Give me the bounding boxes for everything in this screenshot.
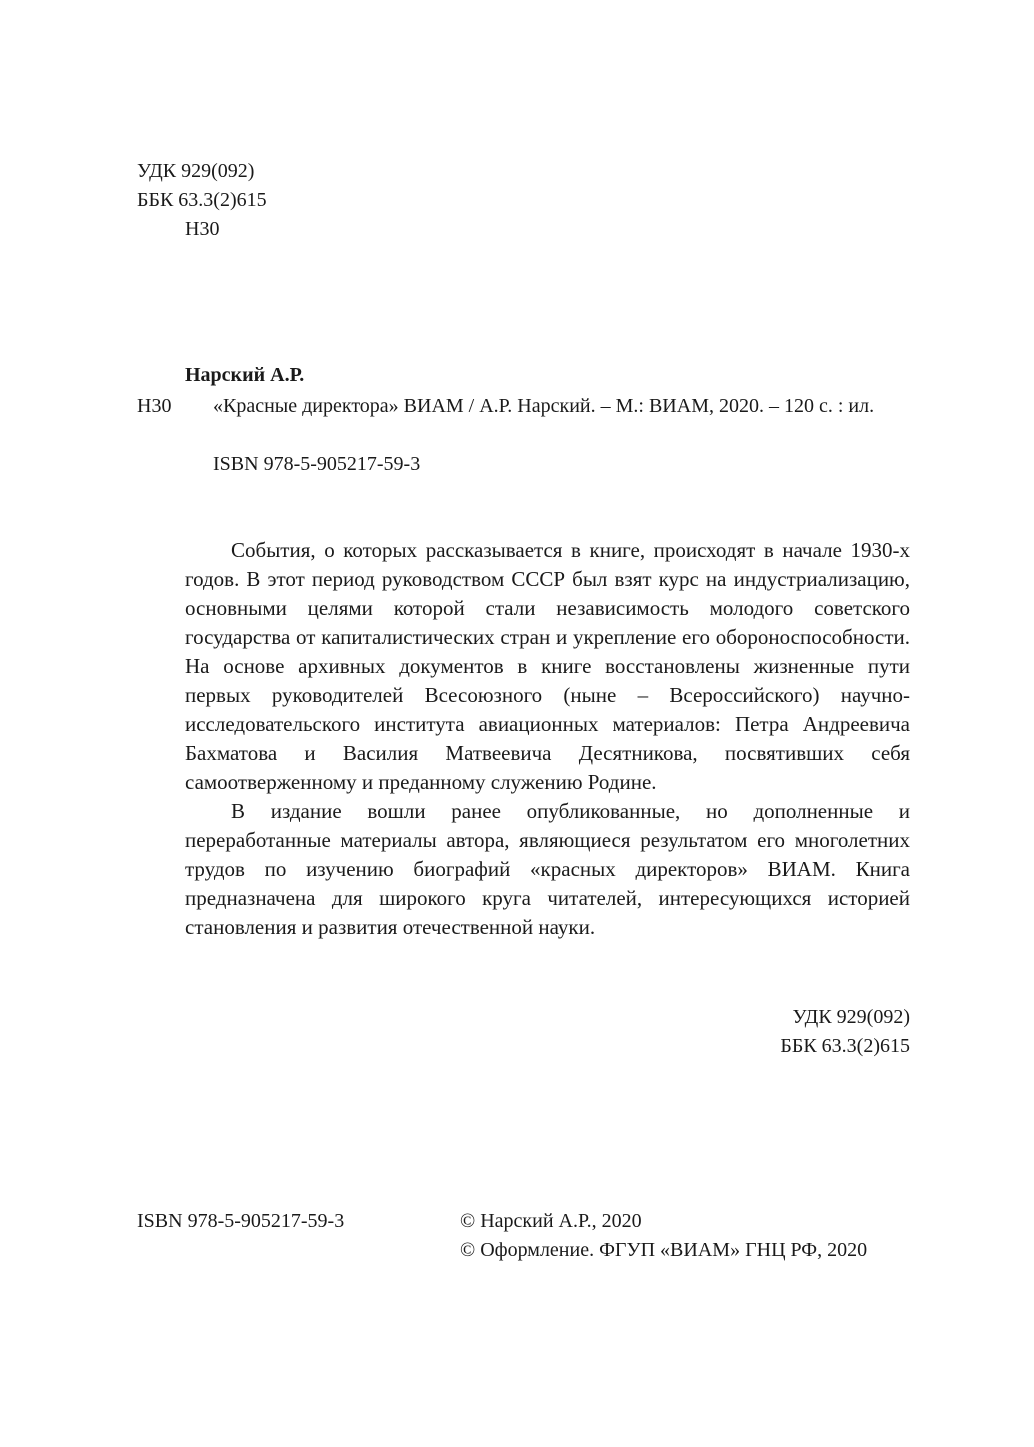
udk-code-bottom: УДК 929(092) — [792, 1006, 910, 1028]
footer-isbn: ISBN 978-5-905217-59-3 — [137, 1210, 345, 1232]
annotation-paragraph-2: В издание вошли ранее опубликованные, но дополненные и переработанные материалы автора, являющиеся результатом его многолетних трудов по изучению биографий «красных директоров» ВИАМ. Книга предназначена для широкого круга читателей, интересующихся историей становления и развития отечественной науки. — [185, 799, 910, 939]
catalog-isbn: ISBN 978-5-905217-59-3 — [213, 453, 421, 475]
catalog-author-mark: Н30 — [137, 395, 172, 417]
copyright-design: © Оформление. ФГУП «ВИАМ» ГНЦ РФ, 2020 — [460, 1239, 868, 1261]
author-mark-top: Н30 — [185, 218, 220, 240]
copyright-author: © Нарский А.Р., 2020 — [460, 1210, 642, 1232]
udk-code-top: УДК 929(092) — [137, 160, 255, 182]
bbk-code-bottom: ББК 63.3(2)615 — [780, 1035, 910, 1057]
bibliographic-description: «Красные директора» ВИАМ / А.Р. Нарский. – М.: ВИАМ, 2020. – 120 с. : ил. — [213, 395, 875, 417]
annotation-paragraph-1: События, о которых рассказывается в книге, происходят в начале 1930-х годов. В этот период руководством СССР был взят курс на индустриализацию, основными целями которой стали независимость молодого советского государства от капиталистических стран и укрепление его обороноспособности. На основе архивных документов в книге восстановлены жизненные пути первых руководителей Всесоюзного (ныне – Всероссийского) научно-исследовательского института авиационных материалов: Петра Андреевича Бахматова и Василия Матвеевича Десятникова, посвятивших себя самоотверженному и преданному служению Родине. — [185, 538, 910, 794]
annotation — [185, 536, 910, 942]
bbk-code-top: ББК 63.3(2)615 — [137, 189, 267, 211]
catalog-author: Нарский А.Р. — [185, 364, 305, 386]
